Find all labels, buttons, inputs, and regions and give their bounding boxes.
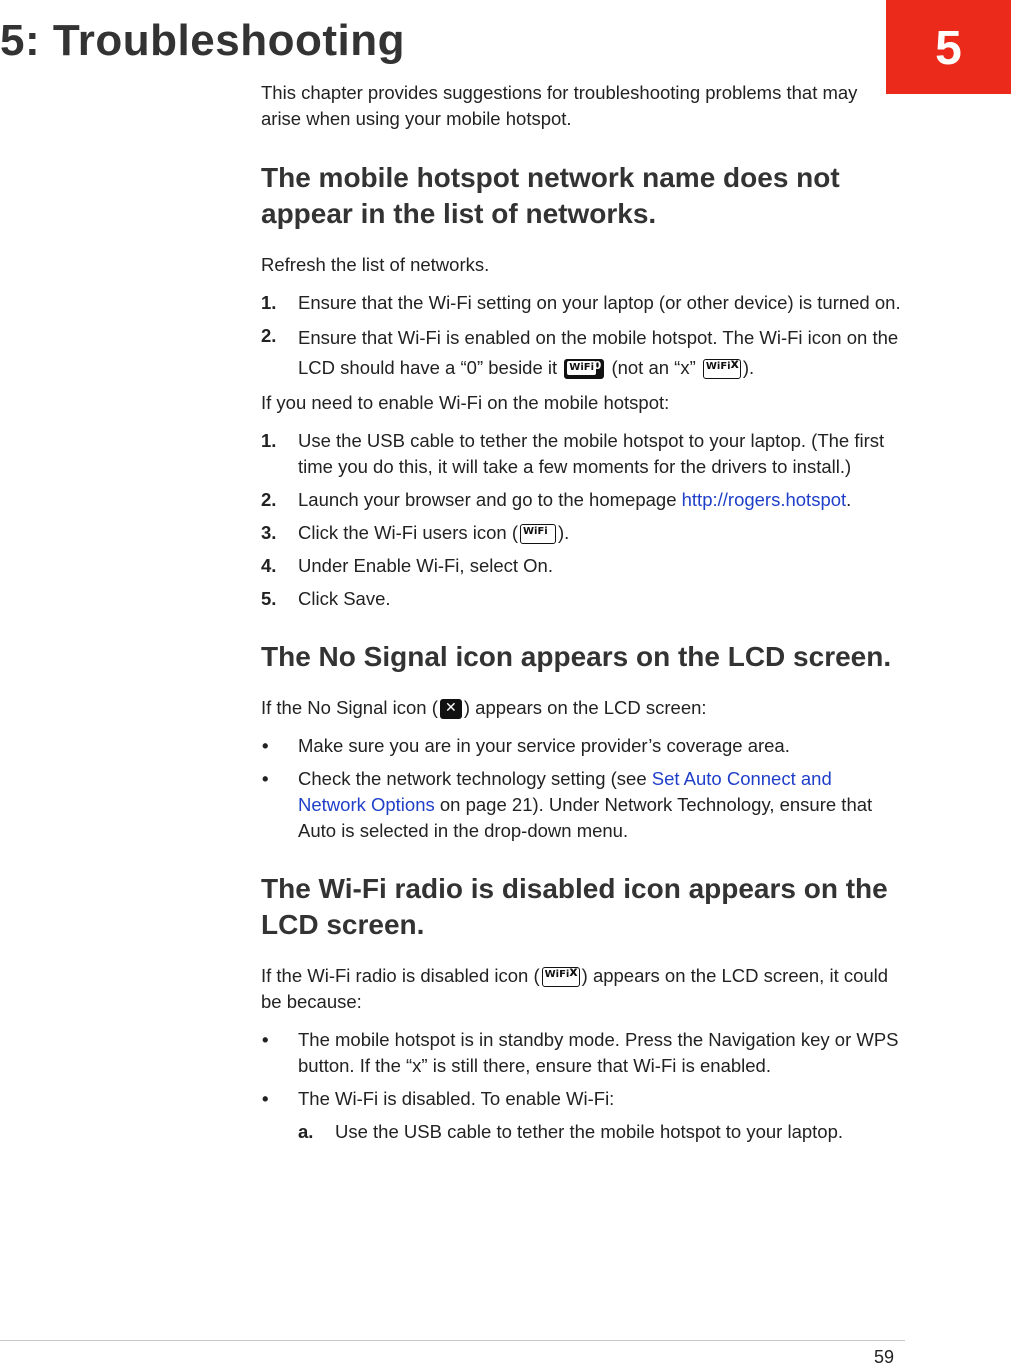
- page-content: [261, 80, 901, 1152]
- list-item: [261, 1086, 901, 1112]
- page-number: 59: [874, 1347, 895, 1367]
- list-item: [261, 586, 901, 612]
- bullet-text: The mobile hotspot is in standby mode. Press the Navigation key or WPS button. If the “x” is still there, ensure that Wi-Fi is enabled.: [298, 1029, 899, 1076]
- footer-divider: [0, 1340, 905, 1341]
- list-item: [261, 290, 901, 316]
- step-text: ).: [742, 357, 755, 378]
- step-number: a.: [298, 1121, 314, 1142]
- network-options-link[interactable]: Set Auto Connect and Network Options: [298, 768, 832, 815]
- list-item: [261, 1027, 901, 1079]
- section-lead: If the Wi-Fi radio is disabled icon ( WiFi x ) appears on the LCD screen, it could be because:: [261, 965, 889, 1012]
- bullet: •: [262, 768, 269, 789]
- section-heading-no-signal: The No Signal icon appears on the LCD screen.: [261, 641, 892, 672]
- wifi-disabled-icon: WiFi x: [542, 967, 580, 987]
- section-heading-wifi-disabled: The Wi-Fi radio is disabled icon appears on the LCD screen.: [261, 873, 888, 940]
- chapter-title: 5: Troubleshooting: [0, 16, 405, 65]
- bullet: •: [262, 735, 269, 756]
- section-lead: If the No Signal icon ( ✕ ) appears on the LCD screen:: [261, 697, 707, 718]
- wifi-x-icon: WiFi x: [703, 359, 741, 379]
- bullet-text: The Wi-Fi is disabled. To enable Wi-Fi:: [298, 1088, 615, 1109]
- bullet: •: [262, 1088, 269, 1109]
- bullet-text: Check the network technology setting (see: [298, 768, 647, 789]
- section-lead: If you need to enable Wi-Fi on the mobile hotspot:: [261, 392, 670, 413]
- no-signal-icon: ✕: [440, 699, 462, 719]
- bullet-text: on page 21). Under Network Technology, ensure that Auto is selected in the drop-down menu.: [298, 794, 873, 841]
- section-lead: Refresh the list of networks.: [261, 254, 490, 275]
- step-text: (not an “x”: [611, 357, 696, 378]
- section-heading-network-name: The mobile hotspot network name does not appear in the list of networks.: [261, 162, 840, 229]
- step-number: 1.: [261, 430, 277, 451]
- list-item: [261, 323, 901, 383]
- step-number: 5.: [261, 588, 277, 609]
- step-text: Use the USB cable to tether the mobile hotspot to your laptop. (The first time you do this, it will take a few moments for the drivers to install.): [298, 430, 885, 477]
- list-item: [261, 733, 901, 759]
- step-text: Use the USB cable to tether the mobile hotspot to your laptop.: [335, 1121, 844, 1142]
- step-text: Ensure that the Wi-Fi setting on your laptop (or other device) is turned on.: [298, 292, 901, 313]
- list-item: 3. Click the Wi-Fi users icon ( WiFi ).: [261, 520, 901, 546]
- step-number: 2.: [261, 325, 277, 346]
- step-number: 2.: [261, 489, 277, 510]
- list-item: [261, 428, 901, 480]
- homepage-link[interactable]: http://​rogers.hotspot: [681, 489, 847, 510]
- step-text: Ensure that Wi-Fi is enabled on the mobile hotspot. The Wi-Fi icon on the LCD should have a “0” beside it: [298, 327, 899, 378]
- bullet: •: [262, 1029, 269, 1050]
- wifi-users-icon: WiFi: [520, 524, 556, 544]
- step-text: Click Save.: [298, 588, 391, 609]
- step-number: 4.: [261, 555, 277, 576]
- list-item: 2. Launch your browser and go to the homepage http://​rogers.hotspot.: [261, 487, 901, 513]
- intro-paragraph: This chapter provides suggestions for troubleshooting problems that may arise when using your mobile hotspot.: [261, 82, 858, 129]
- step-number: 3.: [261, 522, 277, 543]
- step-text: Under Enable Wi-Fi, select On.: [298, 555, 553, 576]
- list-item: [261, 553, 901, 579]
- list-item: [261, 766, 901, 844]
- step-number: 1.: [261, 292, 277, 313]
- wifi-zero-icon: WiFi 0: [564, 359, 604, 379]
- list-item: [298, 1119, 901, 1145]
- bullet-text: Make sure you are in your service provider’s coverage area.: [298, 735, 790, 756]
- chapter-number-tab: 5: [886, 0, 1011, 94]
- step-text: Click the Wi-Fi users icon (: [298, 522, 518, 543]
- step-text: Launch your browser and go to the homepage: [298, 489, 677, 510]
